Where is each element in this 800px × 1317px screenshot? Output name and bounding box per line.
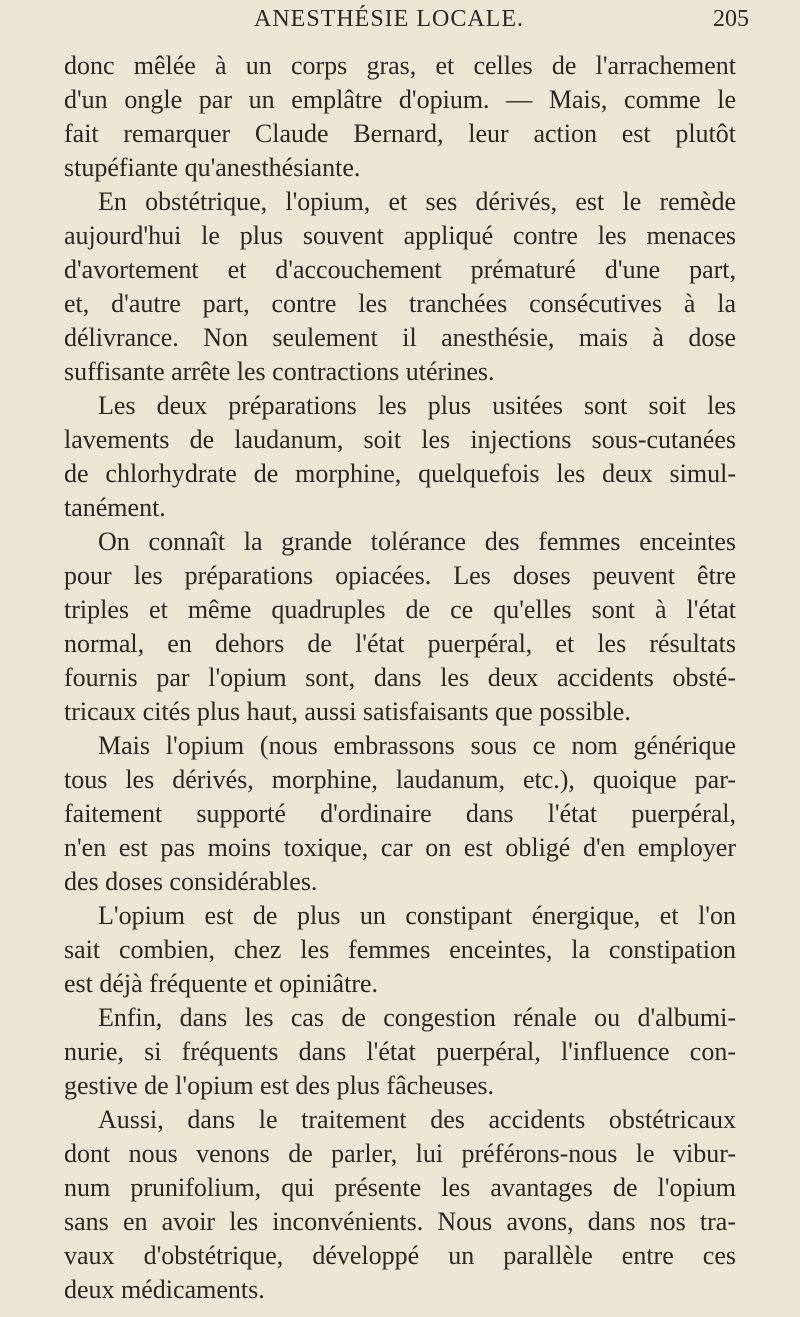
text-line: num prunifolium, qui présente les avantages de l'opium: [64, 1173, 736, 1202]
text-line: fournis par l'opium sont, dans les deux accidents obsté-: [64, 663, 736, 692]
text-line: suffisante arrête les contractions utérines.: [64, 357, 495, 386]
text-line: faitement supporté d'ordinaire dans l'état puerpéral,: [64, 799, 736, 828]
text-line: Enfin, dans les cas de congestion rénale ou d'albumi-: [98, 1003, 736, 1032]
text-line: donc mêlée à un corps gras, et celles de l'arrachement: [64, 51, 736, 80]
text-line: fait remarquer Claude Bernard, leur action est plutôt: [64, 119, 736, 148]
text-line: tanément.: [64, 493, 166, 522]
text-line: n'en est pas moins toxique, car on est obligé d'en employer: [64, 833, 736, 862]
text-line: nurie, si fréquents dans l'état puerpéral, l'influence con-: [64, 1037, 736, 1066]
text-line: des doses considérables.: [64, 867, 318, 896]
text-line: de chlorhydrate de morphine, quelquefois les deux simul-: [64, 459, 736, 488]
text-line: lavements de laudanum, soit les injections sous-cutanées: [64, 425, 736, 454]
text-line: sait combien, chez les femmes enceintes, la constipation: [64, 935, 736, 964]
text-line: stupéfiante qu'anesthésiante.: [64, 153, 361, 182]
page-number: 205: [713, 6, 749, 32]
text-line: est déjà fréquente et opiniâtre.: [64, 969, 379, 998]
page-header: [0, 4, 800, 38]
text-line: L'opium est de plus un constipant énergique, et l'on: [98, 901, 736, 930]
text-line: dont nous venons de parler, lui préférons-nous le vibur-: [64, 1139, 736, 1168]
text-line: sans en avoir les inconvénients. Nous avons, dans nos tra-: [64, 1207, 736, 1236]
text-line: triples et même quadruples de ce qu'elles sont à l'état: [64, 595, 736, 624]
text-line: Mais l'opium (nous embrassons sous ce nom générique: [98, 731, 736, 760]
running-title: ANESTHÉSIE LOCALE.: [254, 6, 524, 32]
text-line: normal, en dehors de l'état puerpéral, et les résultats: [64, 629, 736, 658]
text-line: Aussi, dans le traitement des accidents obstétricaux: [98, 1105, 736, 1134]
text-line: aujourd'hui le plus souvent appliqué contre les menaces: [64, 221, 736, 250]
text-line: vaux d'obstétrique, développé un parallèle entre ces: [64, 1241, 736, 1270]
text-line: d'un ongle par un emplâtre d'opium. — Mais, comme le: [64, 85, 736, 114]
text-line: et, d'autre part, contre les tranchées consécutives à la: [64, 289, 736, 318]
text-line: On connaît la grande tolérance des femmes enceintes: [98, 527, 736, 556]
text-line: tous les dérivés, morphine, laudanum, etc.), quoique par-: [64, 765, 736, 794]
text-line: d'avortement et d'accouchement prématuré d'une part,: [64, 255, 736, 284]
text-line: tricaux cités plus haut, aussi satisfaisants que possible.: [64, 697, 631, 726]
text-line: deux médicaments.: [64, 1275, 265, 1304]
text-line: pour les préparations opiacées. Les doses peuvent être: [64, 561, 736, 590]
text-line: délivrance. Non seulement il anesthésie, mais à dose: [64, 323, 736, 352]
text-line: En obstétrique, l'opium, et ses dérivés, est le remède: [98, 187, 736, 216]
text-line: Les deux préparations les plus usitées sont soit les: [98, 391, 736, 420]
text-line: gestive de l'opium est des plus fâcheuses.: [64, 1071, 494, 1100]
